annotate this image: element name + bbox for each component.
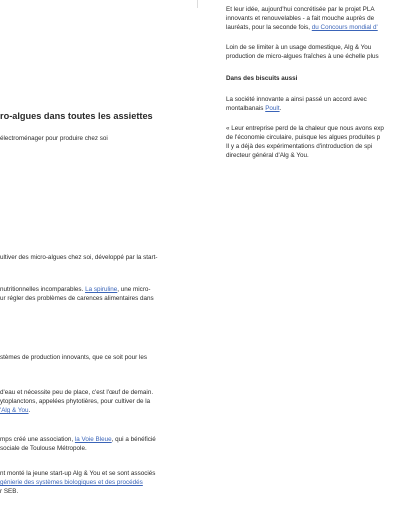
- article-title: ro-algues dans toutes les assiettes: [0, 111, 153, 121]
- inline-link[interactable]: du Concours mondial d': [311, 24, 378, 31]
- text-run: .: [28, 407, 31, 414]
- text-run: ytoplanctons, appelées phytotières, pour cultiver de la: [0, 398, 151, 405]
- text-run: « Leur entreprise perd de la chaleur que nous avons exp: [226, 125, 384, 132]
- text-run: de l'économie circulaire, puisque les algues produites p: [226, 134, 381, 141]
- text-line: [226, 125, 384, 133]
- text-run: La société innovante a ainsi passé un accord avec: [226, 96, 367, 103]
- text-run: ultiver des micro-algues chez soi, développé par la start-: [0, 254, 158, 261]
- text-run: r SEB.: [0, 488, 19, 495]
- text-run: Il y a déjà des expérimentations d'introduction de spi: [226, 143, 373, 150]
- text-run: , qui a bénéficié: [111, 436, 156, 443]
- text-run: , une micro-: [117, 286, 151, 293]
- section-heading: Dans des biscuits aussi: [226, 75, 298, 82]
- text-line: [0, 488, 18, 496]
- text-run: .: [279, 105, 282, 112]
- inline-link[interactable]: génierie des systèmes biologiques et des procédés: [0, 479, 143, 486]
- inline-link[interactable]: la Voie Bleue: [74, 436, 112, 443]
- text-line: [226, 53, 379, 61]
- text-line: [0, 436, 156, 444]
- text-line: [226, 6, 375, 14]
- text-run: production de micro-algues fraîches à une échelle plus: [226, 53, 379, 60]
- text-line: [0, 479, 143, 487]
- text-run: Et leur idée, aujourd'hui concrétisée par le projet PLA: [226, 6, 375, 13]
- inline-link[interactable]: Poult: [265, 105, 280, 112]
- article-subtitle: électroménager pour produire chez soi: [0, 135, 108, 142]
- text-line: [226, 44, 371, 52]
- text-line: [0, 286, 151, 294]
- text-run: montalbanais: [226, 105, 266, 112]
- text-run: ur régler des problèmes de carences alimentaires dans: [0, 295, 154, 302]
- text-run: nutritionnelles incomparables.: [0, 286, 86, 293]
- text-run: lauréats, pour la seconde fois,: [226, 24, 312, 31]
- text-line: [226, 143, 372, 151]
- text-line: [0, 389, 153, 397]
- text-line: [0, 354, 147, 362]
- text-run: Loin de se limiter à un usage domestique, Alg & You: [226, 44, 372, 51]
- text-run: innovants et renouvelables - a fait mouche auprès de: [226, 15, 375, 22]
- text-line: [226, 105, 281, 113]
- text-run: directeur général d'Alg & You.: [226, 152, 309, 159]
- text-line: [0, 295, 154, 303]
- text-line: [226, 15, 374, 23]
- text-line: [226, 96, 367, 104]
- text-line: [226, 134, 380, 142]
- text-line: [226, 152, 309, 160]
- text-line: [226, 24, 378, 32]
- text-run: sociale de Toulouse Métropole.: [0, 445, 87, 452]
- text-line: [0, 470, 155, 478]
- text-line: [0, 407, 30, 415]
- text-line: [0, 445, 87, 453]
- text-run: d'eau et nécessite peu de place, c'est l'œuf de demain.: [0, 389, 154, 396]
- text-run: nt monté la jeune start-up Alg & You et se sont associés: [0, 470, 156, 477]
- text-line: [0, 398, 150, 406]
- inline-link[interactable]: 'Alg & You: [0, 407, 29, 414]
- text-run: stèmes de production innovants, que ce soit pour les: [0, 354, 148, 361]
- text-line: [0, 254, 158, 262]
- column-divider: [197, 0, 198, 8]
- inline-link[interactable]: La spiruline: [85, 286, 118, 293]
- text-run: mps créé une association,: [0, 436, 75, 443]
